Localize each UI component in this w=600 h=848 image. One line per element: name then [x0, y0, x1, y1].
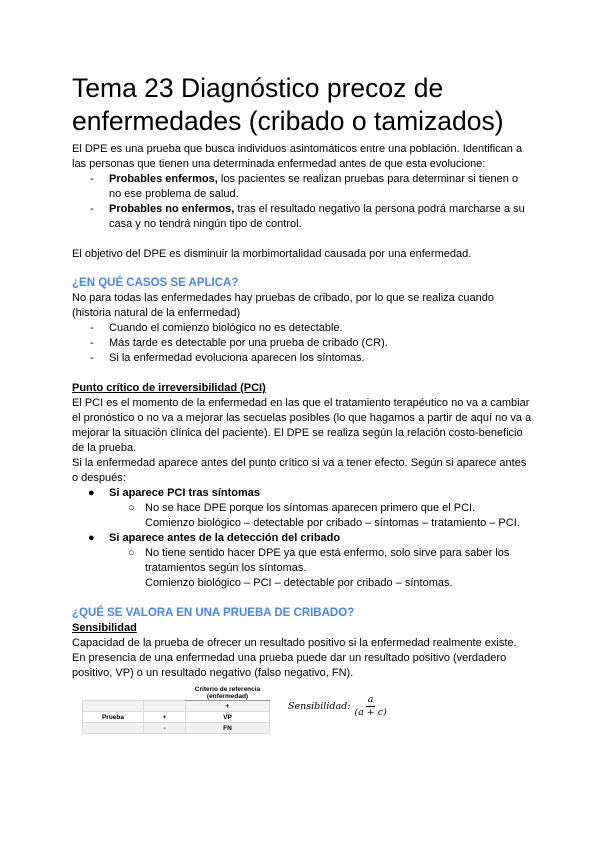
disc-bullet: ● [88, 532, 95, 544]
table-cell-vp: VP [186, 712, 270, 723]
list-item [72, 202, 532, 232]
sensitivity-formula [288, 694, 389, 719]
intro-paragraph: El DPE es una prueba que busca individuos asintomáticos entre una población. Identifican a las personas que tienen una determinada enfermedad antes de que esta evolucione: [72, 143, 523, 170]
document-page [72, 72, 532, 746]
sensibilidad-paragraph: Capacidad de la prueba de ofrecer un resultado positivo si la enfermedad realmente existe. [72, 637, 517, 649]
case-text: No se hace DPE porque los síntomas aparecen primero que el PCI. [145, 502, 476, 514]
list-item [72, 501, 532, 531]
table-row-label: Prueba [83, 712, 144, 723]
disc-bullet: ● [88, 487, 95, 499]
dash-bullet: - [90, 173, 94, 185]
item-bold: Probables no enfermos, [109, 203, 235, 215]
table-col-plus: + [186, 701, 270, 712]
table-header: Criterio de referencia (enfermedad) [186, 686, 270, 701]
formula-numerator: a [367, 694, 374, 705]
list-item [72, 172, 532, 202]
case-label: Si aparece antes de la detección del cribado [109, 532, 341, 544]
pci-cases-list [72, 486, 532, 591]
dash-bullet: - [90, 337, 94, 349]
item-text: Si la enfermedad evoluciona aparecen los síntomas. [109, 352, 365, 364]
section-heading-casos: ¿EN QUÉ CASOS SE APLICA? [72, 277, 239, 289]
list-item [72, 486, 532, 501]
item-text: tras el resultado negativo la persona podrá marcharse a su casa y no tendrá ningún tipo de control. [109, 203, 525, 230]
formula-fraction [352, 694, 388, 719]
item-text: Más tarde es detectable por una prueba de cribado (CR). [109, 337, 388, 349]
sensibilidad-paragraph-2: En presencia de una enfermedad una prueba puede dar un resultado positivo (verdadero positivo, VP) o un resultado negativo (falso negativo, FN). [72, 652, 507, 679]
item-bold: Probables enfermos, [109, 173, 218, 185]
intro-list [72, 172, 532, 232]
formula-denominator: (a + c) [354, 707, 387, 718]
circle-bullet: ○ [128, 547, 135, 559]
dash-bullet: - [90, 203, 94, 215]
list-item [72, 531, 532, 546]
sensitivity-figure [72, 686, 532, 746]
dash-bullet: - [90, 322, 94, 334]
pci-paragraph-2: Si la enfermedad aparece antes del punto crítico si va a tener efecto. Según si aparece antes o después: [72, 457, 527, 484]
circle-bullet: ○ [128, 502, 135, 514]
page-title: Tema 23 Diagnóstico precoz de enfermedades (cribado o tamizados) [72, 73, 504, 136]
list-item [72, 351, 532, 366]
section-heading-pci: Punto crítico de irreversibilidad (PCI) [72, 382, 266, 394]
section-heading-valora: ¿QUÉ SE VALORA EN UNA PRUEBA DE CRIBADO? [72, 607, 355, 619]
criterion-table [82, 686, 270, 734]
item-text: los pacientes se realizan pruebas para determinar si tienen o no ese problema de salud. [109, 173, 519, 200]
case-label: Si aparece PCI tras síntomas [109, 487, 261, 499]
list-item [72, 336, 532, 351]
objective-paragraph: El objetivo del DPE es disminuir la morbimortalidad causada por una enfermedad. [72, 248, 472, 260]
sub-heading-sensibilidad: Sensibilidad [72, 622, 137, 634]
list-item [72, 321, 532, 336]
case-sequence: Comienzo biológico – detectable por cribado – síntomas – tratamiento – PCI. [145, 517, 520, 529]
case-sequence: Comienzo biológico – PCI – detectable por cribado – síntomas. [145, 577, 453, 589]
casos-paragraph: No para todas las enfermedades hay pruebas de cribado, por lo que se realiza cuando (historia natural de la enfermedad) [72, 292, 494, 319]
formula-label: Sensibilidad: [288, 701, 351, 712]
casos-list [72, 321, 532, 366]
case-text: No tiene sentido hacer DPE ya que está enfermo, solo sirve para saber los tratamientos según los síntomas. [145, 547, 510, 574]
table-row-minus: - [144, 723, 186, 734]
dash-bullet: - [90, 352, 94, 364]
list-item [72, 546, 532, 591]
table-row-plus: + [144, 712, 186, 723]
item-text: Cuando el comienzo biológico no es detectable. [109, 322, 343, 334]
pci-paragraph: El PCI es el momento de la enfermedad en las que el tratamiento terapéutico no va a cambiar el pronóstico o no va a mejorar las secuelas posibles (lo que hagamos a partir de aquí no va a mejorar la situación clínica del paciente). El DPE se realiza según la relación costo-beneficio de la prueba. [72, 397, 532, 454]
table-cell-fn: FN [186, 723, 270, 734]
